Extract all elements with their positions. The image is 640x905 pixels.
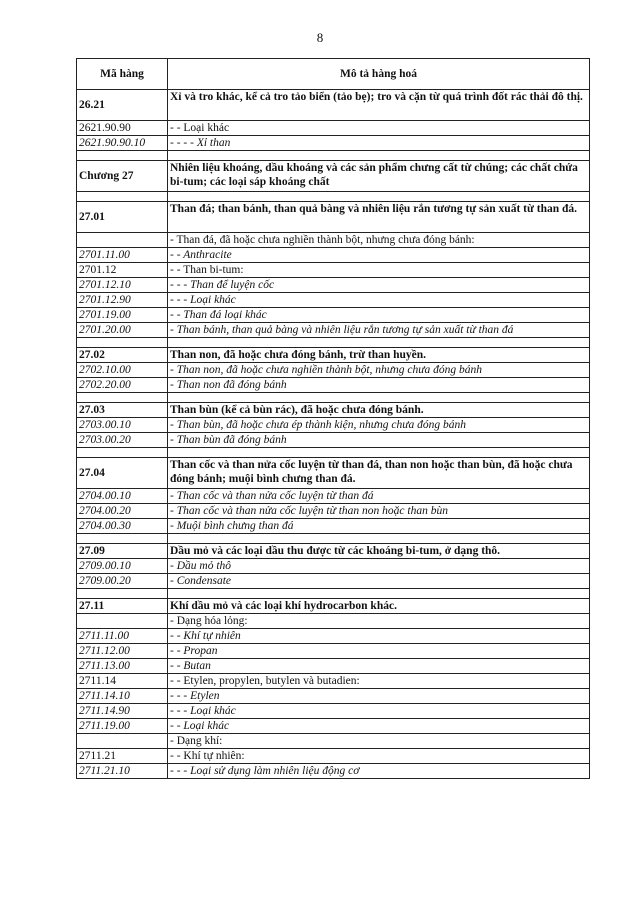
table-row (77, 418, 590, 433)
header-description: Mô tả hàng hoá (168, 59, 590, 90)
table-row (77, 734, 590, 749)
table-row (77, 614, 590, 629)
table-header-row (77, 59, 590, 90)
spacer-cell (77, 338, 168, 348)
hs-code-cell (77, 614, 168, 629)
table-row (77, 764, 590, 779)
table-row (77, 644, 590, 659)
description-cell: - Muội bình chưng than đá (168, 519, 590, 534)
table-row (77, 323, 590, 338)
description-cell: - - Than bi-tum: (168, 263, 590, 278)
spacer-cell (168, 151, 590, 161)
table-row (77, 574, 590, 589)
hs-code-cell: 2701.20.00 (77, 323, 168, 338)
spacer-cell (77, 448, 168, 458)
hs-code-cell (77, 734, 168, 749)
heading-row (77, 90, 590, 121)
spacer-row (77, 534, 590, 544)
hs-code-cell: 2711.14 (77, 674, 168, 689)
description-cell: - - - Etylen (168, 689, 590, 704)
table-row (77, 433, 590, 448)
hs-code-cell: 2711.14.90 (77, 704, 168, 719)
hs-code-cell: 2702.10.00 (77, 363, 168, 378)
description-cell: - Than cốc và than nửa cốc luyện từ than non hoặc than bùn (168, 504, 590, 519)
spacer-cell (77, 151, 168, 161)
description-cell: Dầu mỏ và các loại dầu thu được từ các khoáng bi-tum, ở dạng thô. (168, 544, 590, 559)
hs-code-cell: 2703.00.20 (77, 433, 168, 448)
table-row (77, 519, 590, 534)
spacer-cell (77, 192, 168, 202)
description-cell: - - Loại khác (168, 121, 590, 136)
hs-code-cell: 2701.19.00 (77, 308, 168, 323)
description-cell: Nhiên liệu khoáng, dầu khoáng và các sản phẩm chưng cất từ chúng; các chất chứa bi-tum; các loại sáp khoáng chất (168, 161, 590, 192)
table-row (77, 749, 590, 764)
hs-code-cell: 26.21 (77, 90, 168, 121)
table-row (77, 263, 590, 278)
hs-code-cell: 2711.21 (77, 749, 168, 764)
spacer-cell (77, 534, 168, 544)
heading-row (77, 544, 590, 559)
heading-row (77, 161, 590, 192)
description-cell: - - - Loại khác (168, 704, 590, 719)
hs-code-cell: 2709.00.20 (77, 574, 168, 589)
table-row (77, 489, 590, 504)
hs-code-cell: 2702.20.00 (77, 378, 168, 393)
description-cell: - - - Than để luyện cốc (168, 278, 590, 293)
description-cell: - Condensate (168, 574, 590, 589)
spacer-cell (168, 534, 590, 544)
header-code: Mã hàng (77, 59, 168, 90)
hs-code-cell: 2711.12.00 (77, 644, 168, 659)
table-row (77, 363, 590, 378)
hs-code-cell: 2701.11.00 (77, 248, 168, 263)
hs-code-cell: 2711.11.00 (77, 629, 168, 644)
spacer-cell (77, 393, 168, 403)
description-cell: - - Etylen, propylen, butylen và butadien: (168, 674, 590, 689)
hs-code-cell: 2621.90.90.10 (77, 136, 168, 151)
table-row (77, 308, 590, 323)
hs-code-cell: Chương 27 (77, 161, 168, 192)
hs-code-cell: 2704.00.20 (77, 504, 168, 519)
description-cell: - - - Loại khác (168, 293, 590, 308)
hs-code-cell: 27.11 (77, 599, 168, 614)
description-cell: - - Than đá loại khác (168, 308, 590, 323)
table-row (77, 704, 590, 719)
hs-code-cell: 27.03 (77, 403, 168, 418)
heading-row (77, 348, 590, 363)
description-cell: Than đá; than bánh, than quả bàng và nhiên liệu rắn tương tự sản xuất từ than đá. (168, 202, 590, 233)
description-cell: - Than bùn, đã hoặc chưa ép thành kiện, nhưng chưa đóng bánh (168, 418, 590, 433)
hs-code-cell: 2704.00.10 (77, 489, 168, 504)
table-row (77, 689, 590, 704)
description-cell: - Than non, đã hoặc chưa nghiền thành bột, nhưng chưa đóng bánh (168, 363, 590, 378)
spacer-row (77, 338, 590, 348)
hs-code-cell: 2711.19.00 (77, 719, 168, 734)
description-cell: Than cốc và than nửa cốc luyện từ than đá, than non hoặc than bùn, đã hoặc chưa đóng bánh; muội bình chưng than đá. (168, 458, 590, 489)
spacer-cell (168, 192, 590, 202)
hs-code-cell: 2621.90.90 (77, 121, 168, 136)
hs-code-cell (77, 233, 168, 248)
hs-code-cell: 27.09 (77, 544, 168, 559)
heading-row (77, 458, 590, 489)
description-cell: - Than bùn đã đóng bánh (168, 433, 590, 448)
spacer-row (77, 448, 590, 458)
heading-row (77, 202, 590, 233)
hs-code-cell: 2711.13.00 (77, 659, 168, 674)
description-cell: - - - Loại sử dụng làm nhiên liệu động cơ (168, 764, 590, 779)
table-row (77, 719, 590, 734)
table-row (77, 121, 590, 136)
spacer-cell (168, 338, 590, 348)
spacer-row (77, 589, 590, 599)
spacer-row (77, 192, 590, 202)
hs-code-cell: 2711.21.10 (77, 764, 168, 779)
spacer-cell (168, 448, 590, 458)
description-cell: - Than cốc và than nửa cốc luyện từ than đá (168, 489, 590, 504)
spacer-cell (168, 589, 590, 599)
description-cell: Khí dầu mỏ và các loại khí hydrocarbon khác. (168, 599, 590, 614)
table-row (77, 629, 590, 644)
description-cell: - Than bánh, than quả bàng và nhiên liệu rắn tương tự sản xuất từ than đá (168, 323, 590, 338)
spacer-cell (168, 393, 590, 403)
table-row (77, 278, 590, 293)
hs-code-cell: 2704.00.30 (77, 519, 168, 534)
description-cell: - - Khí tự nhiên: (168, 749, 590, 764)
description-cell: - - Butan (168, 659, 590, 674)
description-cell: - Than đá, đã hoặc chưa nghiền thành bột, nhưng chưa đóng bánh: (168, 233, 590, 248)
description-cell: - Dạng khí: (168, 734, 590, 749)
description-cell: - - Loại khác (168, 719, 590, 734)
spacer-row (77, 151, 590, 161)
spacer-row (77, 393, 590, 403)
spacer-cell (77, 589, 168, 599)
description-cell: - Dạng hóa lỏng: (168, 614, 590, 629)
description-cell: Xỉ và tro khác, kể cả tro tảo biển (tảo bẹ); tro và cặn từ quá trình đốt rác thải đô thị. (168, 90, 590, 121)
description-cell: - - Propan (168, 644, 590, 659)
hs-code-cell: 2701.12.90 (77, 293, 168, 308)
table-row (77, 504, 590, 519)
description-cell: - - Anthracite (168, 248, 590, 263)
page-number: 8 (316, 30, 324, 45)
table-row (77, 378, 590, 393)
tariff-table (76, 58, 590, 779)
description-cell: Than bùn (kể cả bùn rác), đã hoặc chưa đóng bánh. (168, 403, 590, 418)
heading-row (77, 403, 590, 418)
description-cell: Than non, đã hoặc chưa đóng bánh, trừ than huyền. (168, 348, 590, 363)
table-row (77, 559, 590, 574)
tariff-body (77, 90, 590, 779)
description-cell: - - - - Xỉ than (168, 136, 590, 151)
table-row (77, 136, 590, 151)
hs-code-cell: 27.04 (77, 458, 168, 489)
description-cell: - Dầu mỏ thô (168, 559, 590, 574)
hs-code-cell: 2703.00.10 (77, 418, 168, 433)
hs-code-cell: 2709.00.10 (77, 559, 168, 574)
hs-code-cell: 27.02 (77, 348, 168, 363)
table-row (77, 233, 590, 248)
table-row (77, 659, 590, 674)
hs-code-cell: 2701.12.10 (77, 278, 168, 293)
hs-code-cell: 27.01 (77, 202, 168, 233)
description-cell: - - Khí tự nhiên (168, 629, 590, 644)
table-row (77, 293, 590, 308)
table-row (77, 674, 590, 689)
hs-code-cell: 2701.12 (77, 263, 168, 278)
description-cell: - Than non đã đóng bánh (168, 378, 590, 393)
heading-row (77, 599, 590, 614)
hs-code-cell: 2711.14.10 (77, 689, 168, 704)
table-row (77, 248, 590, 263)
